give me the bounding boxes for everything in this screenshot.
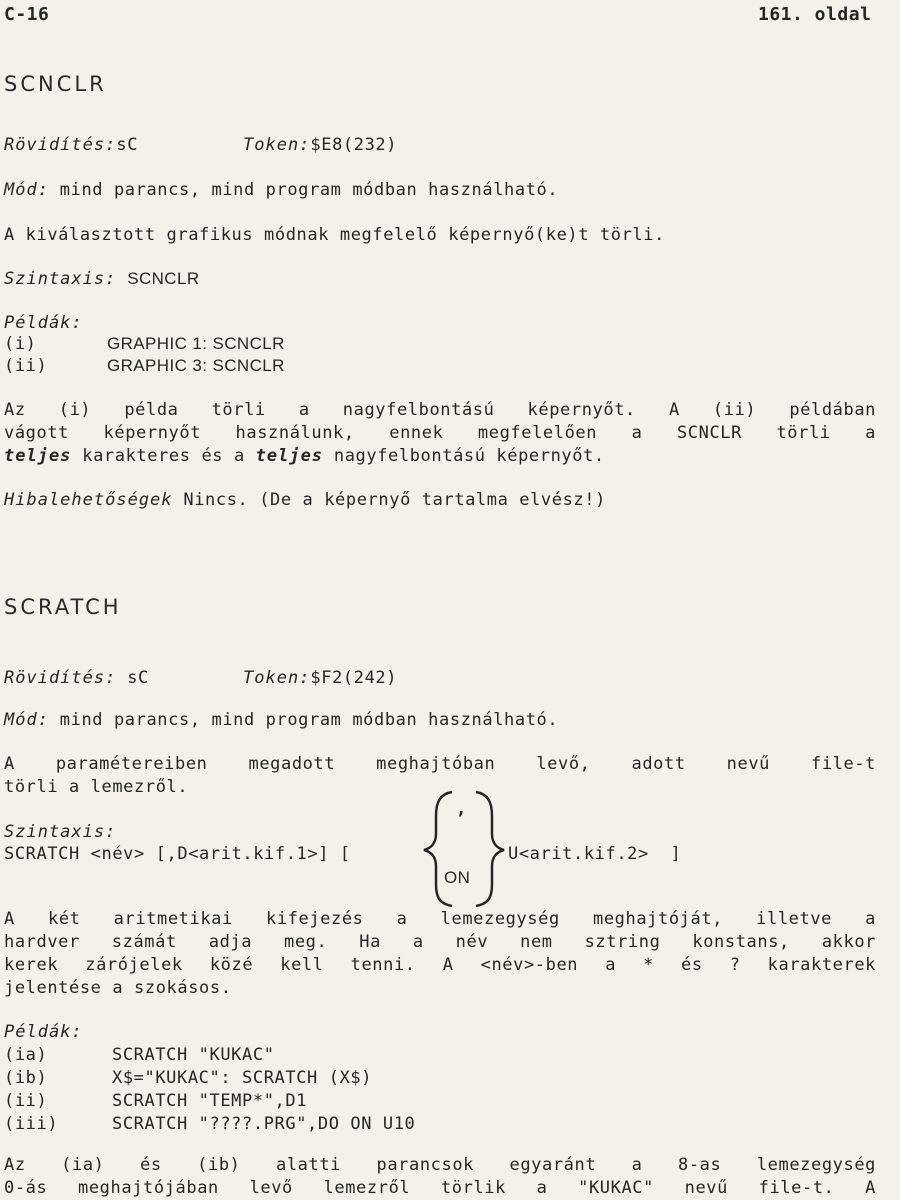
syntax-option-comma: , <box>456 799 467 819</box>
scnclr-abbrev <box>4 135 138 155</box>
scratch-syntax-part1: SCRATCH <név> [,D<arit.kif.1>] [ <box>4 844 351 864</box>
example-id: (ib) <box>4 1068 48 1088</box>
mode-text: mind parancs, mind program módban használható. <box>59 180 559 200</box>
token-value: $E8(232) <box>310 135 398 155</box>
errors-text: Nincs. (De a képernyő tartalma elvész!) <box>172 490 606 510</box>
section-code: C-16 <box>4 4 50 25</box>
example-code: SCRATCH "????.PRG",DO ON U10 <box>112 1114 416 1134</box>
scratch-syntax-part2: U<arit.kif.2> ] <box>508 844 682 864</box>
example-id: (ii) <box>4 1091 48 1111</box>
text-run: nagyfelbontású képernyőt. <box>323 446 605 466</box>
syntax-option-on: ON <box>444 868 471 887</box>
scratch-token <box>243 668 397 688</box>
abbrev-label: Rövidítés: <box>4 668 117 688</box>
scnclr-errors <box>4 490 606 510</box>
scratch-description-line: törli a lemezről. <box>4 777 189 797</box>
text-run: karakteres és a <box>71 446 256 466</box>
token-label: Token: <box>243 668 311 688</box>
page-number: 161. oldal <box>758 4 872 25</box>
example-id: (i) <box>4 334 37 354</box>
scratch-final-line: 0-ás meghajtójában levő lemezről törlik a "KUKAC" nevű file-t. A <box>4 1178 876 1198</box>
scratch-description-line: A paramétereiben megadott meghajtóban levő, adott nevű file-t <box>4 754 876 774</box>
example-code: SCRATCH "TEMP*",D1 <box>112 1091 308 1111</box>
scratch-heading: SCRATCH <box>4 595 122 619</box>
mode-label: Mód: <box>4 710 49 730</box>
example-code: GRAPHIC 1: SCNCLR <box>107 334 285 353</box>
scratch-paragraph-line: jelentése a szokásos. <box>4 978 232 998</box>
scnclr-paragraph-line <box>4 446 605 466</box>
token-value: $F2(242) <box>310 668 398 688</box>
errors-label: Hibalehetőségek <box>4 490 173 510</box>
left-brace <box>424 792 452 906</box>
scratch-syntax-label: Szintaxis: <box>4 822 117 842</box>
scnclr-heading: SCNCLR <box>4 72 107 96</box>
emphasis: teljes <box>4 446 72 466</box>
mode-text: mind parancs, mind program módban használható. <box>59 710 559 730</box>
example-code: GRAPHIC 3: SCNCLR <box>107 356 285 375</box>
example-code: SCRATCH "KUKAC" <box>112 1045 275 1065</box>
example-code: X$="KUKAC": SCRATCH (X$) <box>112 1068 373 1088</box>
scratch-paragraph-line: kerek zárójelek közé kell tenni. A <név>-ben a * és ? karakterek <box>4 955 876 975</box>
abbrev-label: Rövidítés: <box>4 135 117 155</box>
mode-label: Mód: <box>4 180 49 200</box>
scnclr-syntax <box>4 269 200 289</box>
abbrev-value: sC <box>127 668 149 688</box>
scnclr-token <box>243 135 397 155</box>
scratch-mode <box>4 710 558 730</box>
scratch-paragraph-line: A két aritmetikai kifejezés a lemezegység meghajtóját, illetve a <box>4 909 876 929</box>
scratch-paragraph-line: hardver számát adja meg. Ha a név nem sztring konstans, akkor <box>4 932 876 952</box>
syntax-label: Szintaxis: <box>4 269 117 289</box>
scnclr-mode <box>4 180 558 200</box>
syntax-value: SCNCLR <box>127 269 200 288</box>
scnclr-description: A kiválasztott grafikus módnak megfelelő képernyő(ke)t törli. <box>4 225 665 245</box>
scnclr-paragraph-line: Az (i) példa törli a nagyfelbontású képernyőt. A (ii) példában <box>4 400 876 420</box>
abbrev-value: sC <box>116 135 139 155</box>
scnclr-examples-label: Példák: <box>4 313 83 333</box>
token-label: Token: <box>243 135 311 155</box>
scratch-final-line: Az (ia) és (ib) alatti parancsok egyaránt a 8-as lemezegység <box>4 1155 876 1175</box>
scratch-abbrev <box>4 668 149 688</box>
scratch-examples-label: Példák: <box>4 1022 83 1042</box>
emphasis: teljes <box>255 446 324 466</box>
example-id: (iii) <box>4 1114 59 1134</box>
scnclr-paragraph-line: vágott képernyőt használunk, ennek megfelelően a SCNCLR törli a <box>4 423 876 443</box>
right-brace <box>476 792 504 906</box>
example-id: (ia) <box>4 1045 48 1065</box>
example-id: (ii) <box>4 356 48 376</box>
